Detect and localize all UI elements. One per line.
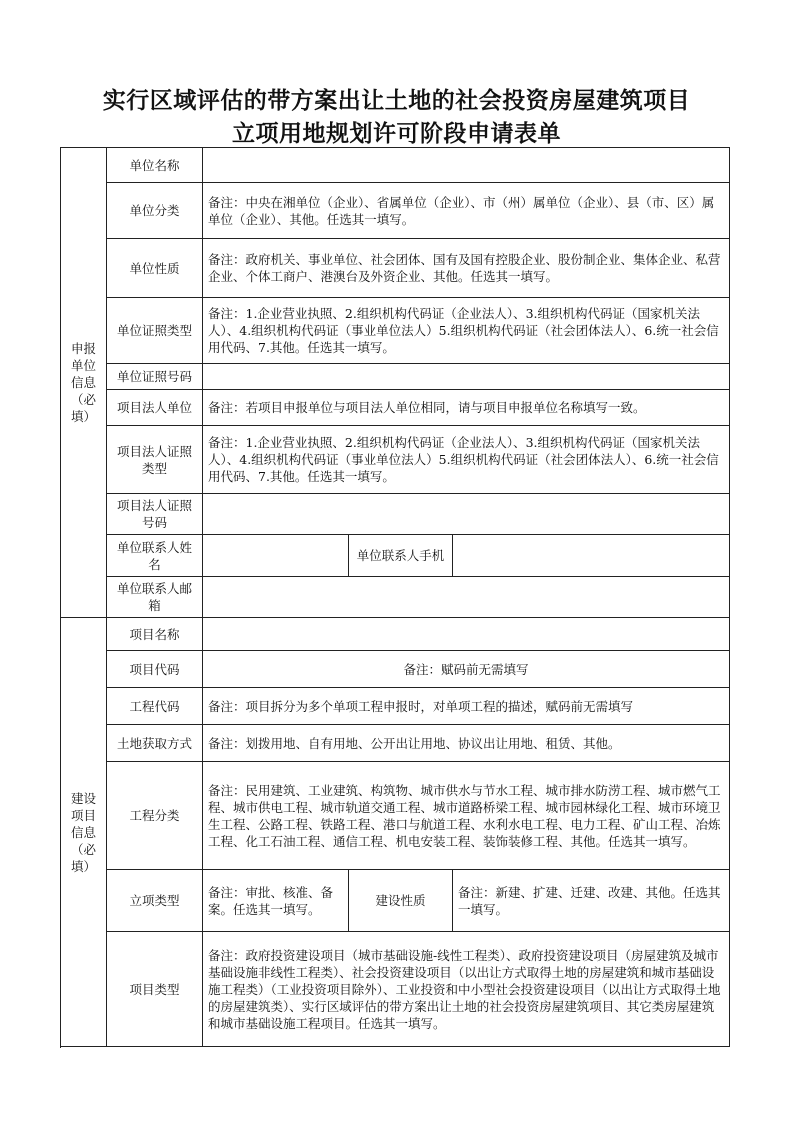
label-approval-type: 立项类型 (107, 870, 203, 932)
application-form-table (60, 147, 730, 1047)
unit-name-field[interactable] (203, 148, 730, 183)
form-title-line-1: 实行区域评估的带方案出让土地的社会投资房屋建筑项目 (102, 88, 691, 114)
section-applicant-info: 申报单位信息（必填） (61, 148, 107, 618)
label-legal-cert-no: 项目法人证照号码 (107, 494, 203, 535)
project-name-field[interactable] (203, 618, 730, 651)
approval-type-field[interactable]: 备注：审批、核准、备案。任选其一填写。 (203, 870, 349, 932)
project-type-field[interactable]: 备注：政府投资建设项目（城市基础设施-线性工程类）、政府投资建设项目（房屋建筑及城市基础设施非线性工程类）、社会投资建设项目（以出让方式取得土地的房屋建筑和城市基础设施工程类）（工业投资项目除外）、工业投资和中小型社会投资建设项目（以出让方式取得土地的房屋建筑类）、实行区域评估的带方案出让土地的社会投资房屋建筑项目、其它类房屋建筑和城市基础设施工程项目。任选其一填写。 (203, 932, 730, 1047)
label-contact-name: 单位联系人姓名 (107, 535, 203, 577)
label-build-nature: 建设性质 (349, 870, 453, 932)
label-eng-code: 工程代码 (107, 688, 203, 725)
section-project-info: 建设项目信息（必填） (61, 618, 107, 1047)
cert-no-field[interactable] (203, 364, 730, 390)
label-land-acquisition: 土地获取方式 (107, 725, 203, 762)
unit-category-field[interactable]: 备注：中央在湘单位（企业）、省属单位（企业）、市（州）属单位（企业）、县（市、区）属单位（企业）、其他。任选其一填写。 (203, 183, 730, 239)
land-acquisition-field[interactable]: 备注：划拨用地、自有用地、公开出让用地、协议出让用地、租赁、其他。 (203, 725, 730, 762)
eng-code-field[interactable]: 备注：项目拆分为多个单项工程申报时，对单项工程的描述，赋码前无需填写 (203, 688, 730, 725)
label-project-code: 项目代码 (107, 651, 203, 688)
label-eng-class: 工程分类 (107, 762, 203, 870)
legal-cert-no-field[interactable] (203, 494, 730, 535)
legal-unit-field[interactable]: 备注：若项目申报单位与项目法人单位相同，请与项目申报单位名称填写一致。 (203, 390, 730, 426)
label-cert-no: 单位证照号码 (107, 364, 203, 390)
label-unit-name: 单位名称 (107, 148, 203, 183)
label-legal-cert-type: 项目法人证照类型 (107, 426, 203, 494)
label-legal-unit: 项目法人单位 (107, 390, 203, 426)
unit-nature-field[interactable]: 备注：政府机关、事业单位、社会团体、国有及国有控股企业、股份制企业、集体企业、私营企业、个体工商户、港澳台及外资企业、其他。任选其一填写。 (203, 239, 730, 298)
cert-type-field[interactable]: 备注：1.企业营业执照、2.组织机构代码证（企业法人）、3.组织机构代码证（国家机关法人）、4.组织机构代码证（事业单位法人）5.组织机构代码证（社会团体法人）、6.统一社会信用代码、7.其他。任选其一填写。 (203, 298, 730, 364)
label-contact-email: 单位联系人邮箱 (107, 577, 203, 618)
label-contact-phone: 单位联系人手机 (349, 535, 453, 577)
contact-email-field[interactable] (203, 577, 730, 618)
label-unit-category: 单位分类 (107, 183, 203, 239)
legal-cert-type-field[interactable]: 备注：1.企业营业执照、2.组织机构代码证（企业法人）、3.组织机构代码证（国家机关法人）、4.组织机构代码证（事业单位法人）5.组织机构代码证（社会团体法人）、6.统一社会信用代码、7.其他。任选其一填写。 (203, 426, 730, 494)
label-project-type: 项目类型 (107, 932, 203, 1047)
build-nature-field[interactable]: 备注：新建、扩建、迁建、改建、其他。任选其一填写。 (453, 870, 730, 932)
label-cert-type: 单位证照类型 (107, 298, 203, 364)
label-project-name: 项目名称 (107, 618, 203, 651)
project-code-field[interactable]: 备注：赋码前无需填写 (203, 651, 730, 688)
label-unit-nature: 单位性质 (107, 239, 203, 298)
contact-phone-field[interactable] (453, 535, 730, 577)
eng-class-field[interactable]: 备注：民用建筑、工业建筑、构筑物、城市供水与节水工程、城市排水防涝工程、城市燃气工程、城市供电工程、城市轨道交通工程、城市道路桥梁工程、城市园林绿化工程、城市环境卫生工程、公路工程、铁路工程、港口与航道工程、水利水电工程、电力工程、矿山工程、冶炼工程、化工石油工程、通信工程、机电安装工程、装饰装修工程、其他。任选其一填写。 (203, 762, 730, 870)
form-title-line-2: 立项用地规划许可阶段申请表单 (232, 121, 561, 147)
contact-name-field[interactable] (203, 535, 349, 577)
